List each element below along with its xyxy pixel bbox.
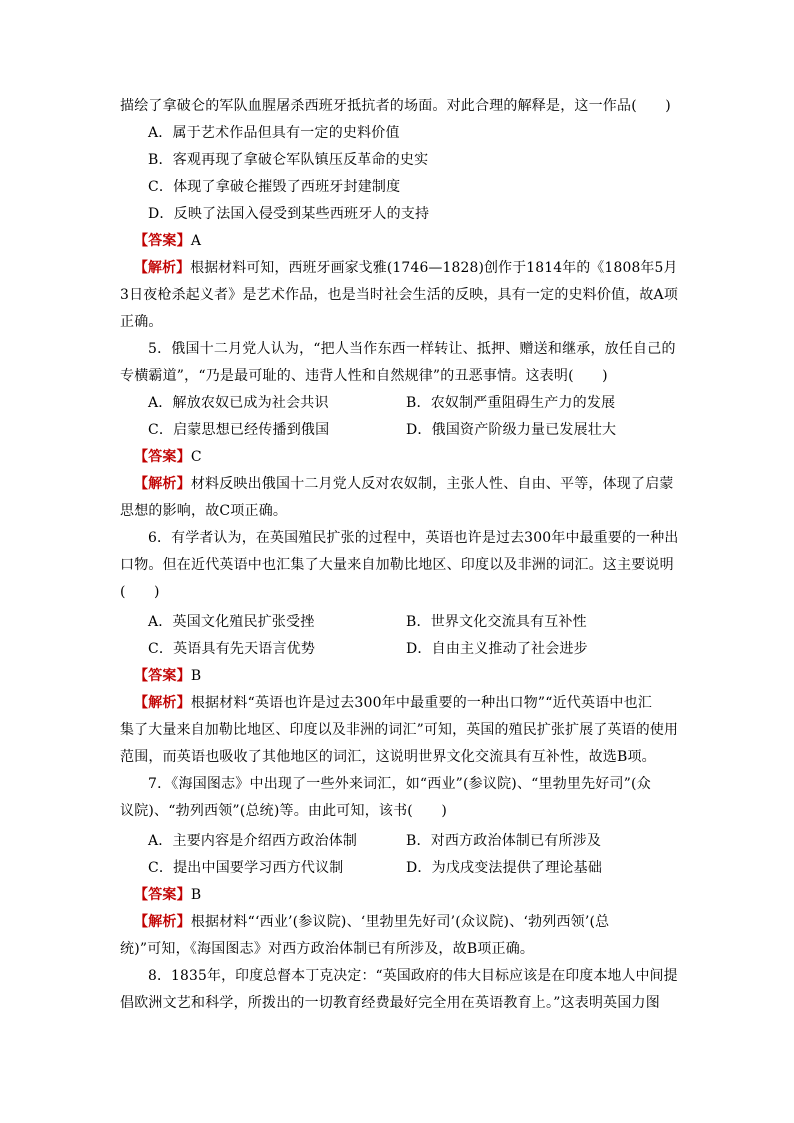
q6-option-d: D．自由主义推动了社会进步 xyxy=(406,641,588,657)
analysis-label: 【解析】 xyxy=(134,695,191,711)
q6-option-b: B．世界文化交流具有互补性 xyxy=(406,614,587,630)
q4-option-c: C．体现了拿破仑摧毁了西班牙封建制度 xyxy=(148,179,401,195)
answer-label: 【答案】 xyxy=(134,233,191,249)
q4-option-d: D．反映了法国入侵受到某些西班牙人的支持 xyxy=(148,206,430,222)
q6-analysis-line-3: 范围，而英语也吸收了其他地区的词汇，这说明世界文化交流具有互补性，故选B项。 xyxy=(120,749,656,765)
q4-analysis-line-3: 正确。 xyxy=(120,314,163,330)
analysis-text: 材料反映出俄国十二月党人反对农奴制，主张人性、自由、平等，体现了启蒙 xyxy=(190,476,674,492)
q6-option-a: A．英国文化殖民扩张受挫 xyxy=(148,614,315,630)
q6-option-c: C．英语具有先天语言优势 xyxy=(148,641,316,657)
q6-analysis-line-1 xyxy=(134,694,652,712)
q7-option-a: A．主要内容是介绍西方政治体制 xyxy=(148,833,358,849)
analysis-label: 【解析】 xyxy=(134,914,191,930)
answer-value: A xyxy=(190,233,202,249)
analysis-text: 根据材料可知，西班牙画家戈雅(1746—1828)创作于1814年的《1808年5月 xyxy=(190,260,678,276)
answer-label: 【答案】 xyxy=(134,449,191,465)
q8-stem-line-2: 倡欧洲文艺和科学，所拨出的一切教育经费最好完全用在英语教育上。”这表明英国力图 xyxy=(120,995,660,1011)
q7-option-c: C．提出中国要学习西方代议制 xyxy=(148,860,344,876)
q7-option-d: D．为戊戌变法提供了理论基础 xyxy=(406,860,603,876)
q7-stem-line-1: 7．《海国图志》中出现了一些外来词汇，如“西业”(参议院)、“里勃里先好司”(众 xyxy=(148,776,651,792)
q5-stem-line-2: 专横霸道”，“乃是最可耻的、违背人性和自然规律”的丑恶事情。这表明( ) xyxy=(120,368,608,384)
answer-label: 【答案】 xyxy=(134,887,191,903)
q4-analysis-line-1 xyxy=(134,259,678,277)
q5-option-b: B．农奴制严重阻碍生产力的发展 xyxy=(406,395,616,411)
q5-stem-line-1: 5．俄国十二月党人认为，“把人当作东西一样转让、抵押、赠送和继承，放任自己的 xyxy=(148,341,676,357)
q4-option-a: A．属于艺术作品但具有一定的史料价值 xyxy=(148,125,400,141)
answer-value: B xyxy=(190,887,202,903)
q5-option-d: D．俄国资产阶级力量已发展壮大 xyxy=(406,422,617,438)
q7-answer xyxy=(134,886,201,904)
q5-analysis-line-1 xyxy=(134,475,674,493)
q5-option-a: A．解放农奴已成为社会共识 xyxy=(148,395,329,411)
q6-analysis-line-2: 集了大量来自加勒比地区、印度以及非洲的词汇”可知，英国的殖民扩张扩展了英语的使用 xyxy=(120,722,679,738)
answer-label: 【答案】 xyxy=(134,668,191,684)
analysis-label: 【解析】 xyxy=(134,476,191,492)
q6-stem-line-2: 口物。但在近代英语中也汇集了大量来自加勒比地区、印度以及非洲的词汇。这主要说明 xyxy=(120,557,674,573)
q5-answer xyxy=(134,448,202,466)
q6-stem-line-3: ( ) xyxy=(120,584,160,600)
q5-option-c: C．启蒙思想已经传播到俄国 xyxy=(148,422,330,438)
answer-value: C xyxy=(190,449,202,465)
q4-option-b: B．客观再现了拿破仑军队镇压反革命的史实 xyxy=(148,152,429,168)
q7-analysis-line-2: 统)”可知，《海国图志》对西方政治体制已有所涉及，故B项正确。 xyxy=(120,941,535,957)
q7-option-b: B．对西方政治体制已有所涉及 xyxy=(406,833,602,849)
q5-analysis-line-2: 思想的影响，故C项正确。 xyxy=(120,503,288,519)
q6-stem-line-1: 6．有学者认为，在英国殖民扩张的过程中，英语也许是过去300年中最重要的一种出 xyxy=(148,530,679,546)
q8-stem-line-1: 8．1835年，印度总督本丁克决定：“英国政府的伟大目标应该是在印度本地人中间提 xyxy=(148,968,678,984)
analysis-text: 根据材料“‘西业’(参议院)、‘里勃里先好司’(众议院)、‘勃列西领’(总 xyxy=(190,914,610,930)
q4-stem-tail: 描绘了拿破仑的军队血腥屠杀西班牙抵抗者的场面。对此合理的解释是，这一作品( ) xyxy=(120,98,671,114)
answer-value: B xyxy=(190,668,202,684)
q4-answer xyxy=(134,232,201,250)
analysis-text: 根据材料“英语也许是过去300年中最重要的一种出口物”“近代英语中也汇 xyxy=(190,695,653,711)
analysis-label: 【解析】 xyxy=(134,260,191,276)
q4-analysis-line-2: 3日夜枪杀起义者》是艺术作品，也是当时社会生活的反映，具有一定的史料价值，故A项 xyxy=(120,287,679,303)
q7-stem-line-2: 议院)、“勃列西领”(总统)等。由此可知，该书( ) xyxy=(120,803,448,819)
q7-analysis-line-1 xyxy=(134,913,609,931)
q6-answer xyxy=(134,667,201,685)
